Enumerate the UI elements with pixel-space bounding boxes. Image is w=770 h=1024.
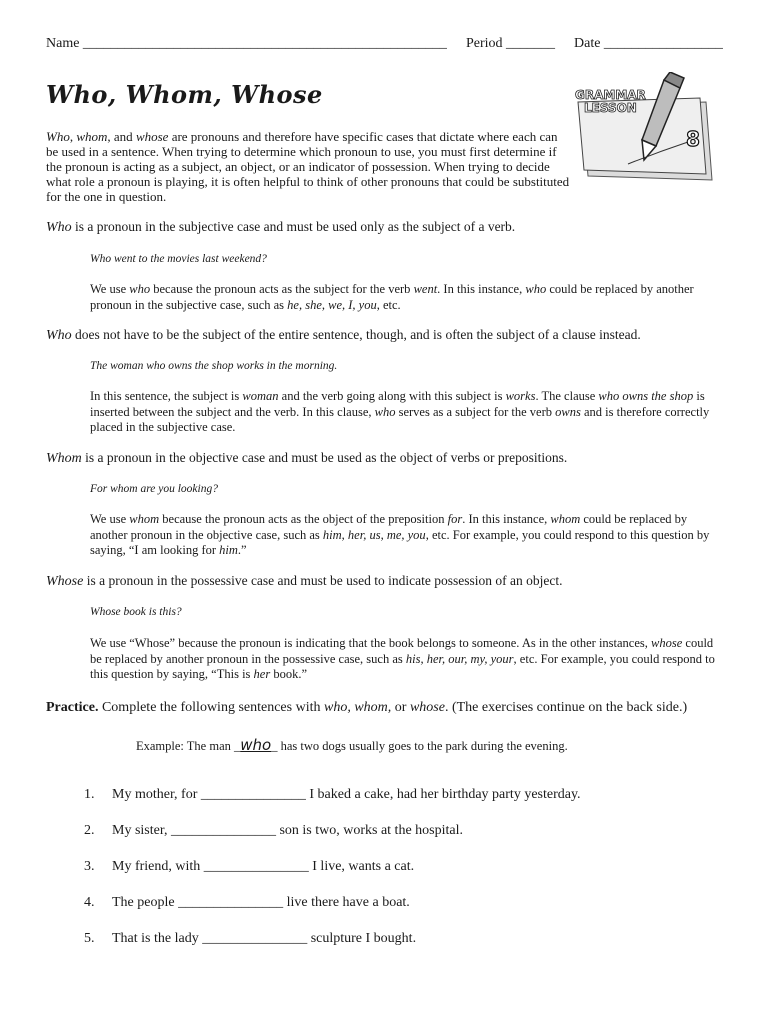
badge-line1: GRAMMAR (575, 88, 646, 102)
badge-number: 8 (686, 127, 700, 151)
rule-whom-object: Whom is a pronoun in the objective case and must be used as the object of verbs or prepositions. (46, 450, 568, 466)
example-sentence: Who went to the movies last weekend? (90, 253, 267, 265)
exercise-item[interactable]: 5. That is the lady _______________ sculpture I bought. (84, 931, 417, 946)
example-sentence: The woman who owns the shop works in the morning. (90, 360, 338, 372)
explanation-paragraph: In this sentence, the subject is woman and the verb going along with this subject is works. The clause who owns the shop is inserted between the subject and the verb. In this clause, who serves as a subject for the verb owns and is therefore correctly placed in the subjective case. (90, 389, 710, 434)
rule-whose-possessive: Whose is a pronoun in the possessive case and must be used to indicate possession of an object. (46, 573, 563, 589)
date-field[interactable]: Date _________________ (574, 36, 723, 51)
page-title: Who, Whom, Whose (46, 80, 323, 109)
intro-paragraph: Who, whom, and whose are pronouns and therefore have specific cases that dictate where each can be used in a sentence. When trying to determine which pronoun to use, you must first determine if the pronoun is acting as a subject, an object, or an indicator of possession. When trying to decide what role a pronoun is playing, it is often helpful to think of other pronouns that could be substituted for the one in question. (46, 129, 570, 204)
explanation-paragraph: We use whom because the pronoun acts as the object of the preposition for. In this instance, whom could be replaced by another pronoun in the objective case, such as him, her, us, me, you, etc. For example, you could respond to this question by saying, “I am looking for him.” (90, 512, 710, 557)
exercise-item[interactable]: 1. My mother, for _______________ I baked a cake, had her birthday party yesterday. (84, 787, 581, 802)
period-field[interactable]: Period _______ (465, 36, 555, 51)
exercise-item[interactable]: 4. The people _______________ live there have a boat. (84, 895, 410, 910)
example-answer: who (240, 736, 272, 754)
grammar-lesson-badge (568, 72, 718, 182)
explanation-paragraph: We use “Whose” because the pronoun is indicating that the book belongs to someone. As in the other instances, whose could be replaced by another pronoun in the possessive case, such as his, her, our, my, your, etc. For example, you could respond to this question by saying, “This is her book.” (90, 636, 715, 681)
exercise-item[interactable]: 2. My sister, _______________ son is two, works at the hospital. (84, 823, 463, 838)
practice-example: Example: The man _who_ has two dogs usually goes to the park during the evening. (136, 736, 568, 754)
rule-who-subject: Who is a pronoun in the subjective case and must be used only as the subject of a verb. (46, 219, 516, 235)
rule-who-clause: Who does not have to be the subject of the entire sentence, though, and is often the subject of a clause instead. (46, 327, 641, 343)
exercise-list (84, 787, 684, 967)
badge-line2: LESSON (584, 101, 637, 115)
exercise-item[interactable]: 3. My friend, with _______________ I live, wants a cat. (84, 859, 415, 874)
example-sentence: Whose book is this? (90, 606, 182, 618)
example-sentence: For whom are you looking? (90, 483, 218, 495)
explanation-paragraph: We use who because the pronoun acts as the subject for the verb went. In this instance, who could be replaced by another pronoun in the subjective case, such as he, she, we, I, you, etc. (90, 282, 694, 312)
name-field[interactable]: Name ____________________________________________________ (46, 36, 447, 51)
student-info-line (46, 36, 726, 52)
practice-instructions: Practice. Complete the following sentences with who, whom, or whose. (The exercises continue on the back side.) (46, 700, 688, 715)
